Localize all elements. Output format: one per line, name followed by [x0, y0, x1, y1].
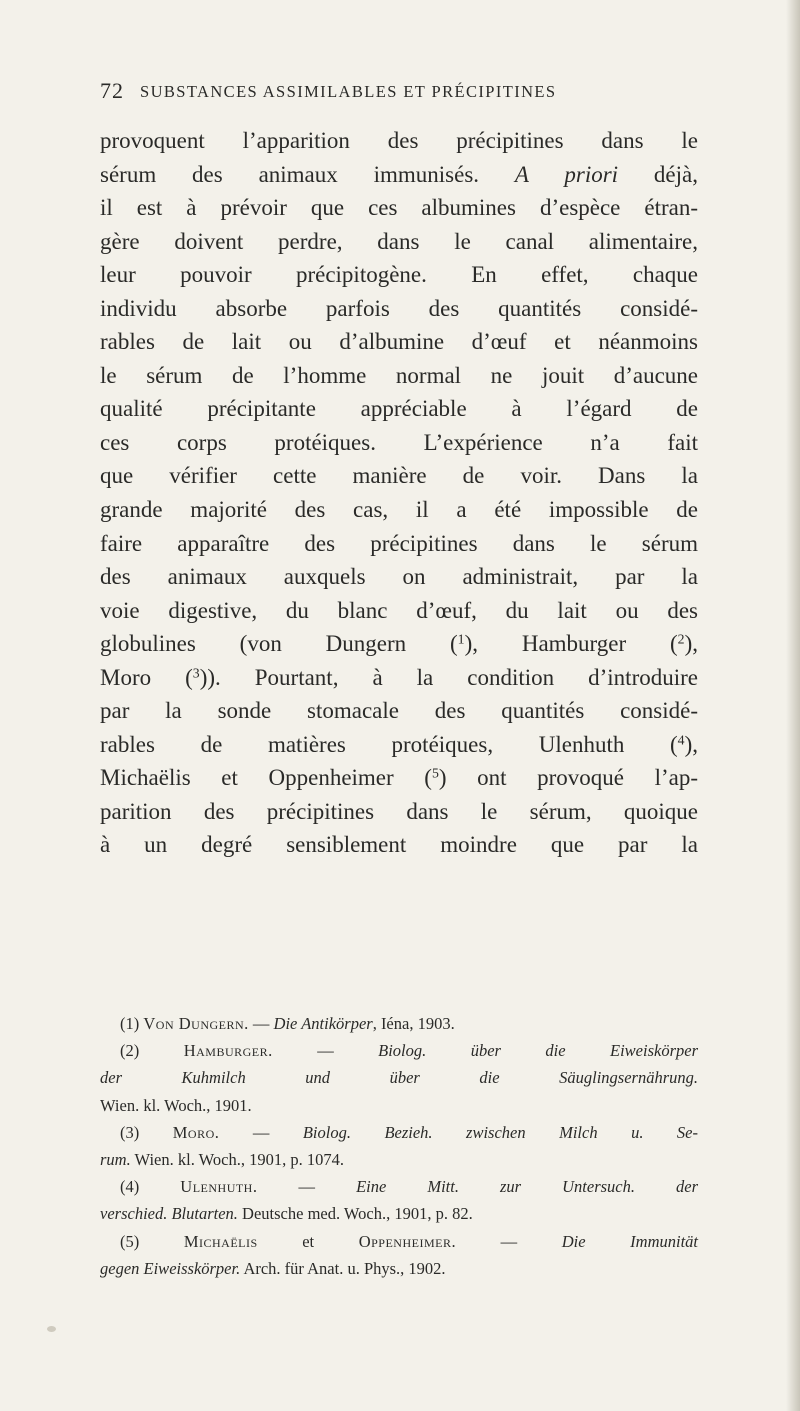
text-line: globulines (von Dungern ($^1$), Hamburger ($^2$), — [100, 631, 698, 657]
text-line: rables de matières protéiques, Ulenhuth ($^4$), — [100, 731, 698, 757]
footnote-2: (2) Hamburger. — Biolog. über die Eiweiskörper — [120, 1041, 698, 1061]
page-edge-shadow — [786, 0, 800, 1411]
text-line: rables de lait ou d’albumine d’œuf et néanmoins — [100, 329, 698, 355]
text-line: provoquent l’apparition des précipitines dans le — [100, 128, 698, 153]
footnote-5: (5) Michaëlis et Oppenheimer. — Die Immunität — [120, 1231, 698, 1251]
footnote-4-cont: verschied. Blutarten. Deutsche med. Woch., 1901, p. 82. — [100, 1204, 473, 1224]
text-line: faire apparaître des précipitines dans le sérum — [100, 530, 698, 556]
body-paragraph — [100, 124, 698, 862]
footnote-2-cont: Wien. kl. Woch., 1901. — [100, 1095, 252, 1115]
text-line: il est à prévoir que ces albumines d’espèce étran- — [100, 195, 698, 221]
text-line: ces corps protéiques. L’expérience n’a fait — [100, 429, 698, 455]
footnote-3-cont: rum. Wien. kl. Woch., 1901, p. 1074. — [100, 1149, 344, 1169]
running-title: SUBSTANCES ASSIMILABLES ET PRÉCIPITINES — [140, 82, 557, 101]
text-line: grande majorité des cas, il a été impossible de — [100, 497, 698, 523]
footnote-ref: 5 — [431, 765, 439, 781]
footnote-ref: 4 — [677, 732, 685, 748]
text-line: Moro ($^3$)). Pourtant, à la condition d’introduire — [100, 664, 698, 690]
footnote-ref: 2 — [677, 631, 685, 647]
text-line: le sérum de l’homme normal ne jouit d’aucune — [100, 362, 698, 388]
footnotes — [100, 1010, 698, 1282]
footnote-4: (4) Ulenhuth. — Eine Mitt. zur Untersuch. der — [120, 1177, 699, 1197]
paper-spot — [47, 1326, 56, 1332]
text-line: individu absorbe parfois des quantités considé- — [100, 295, 698, 321]
footnote-ref: 3 — [192, 665, 200, 681]
text-line: par la sonde stomacale des quantités considé- — [100, 698, 698, 724]
text-line: leur pouvoir précipitogène. En effet, chaque — [100, 262, 698, 288]
text-line: qualité précipitante appréciable à l’égard de — [100, 396, 698, 422]
text-line: Michaëlis et Oppenheimer ($^5$) ont provoqué l’ap- — [100, 765, 698, 791]
text-line: gère doivent perdre, dans le canal alimentaire, — [100, 228, 698, 254]
italic-phrase: A priori — [514, 161, 619, 187]
page-number: 72 — [100, 78, 124, 103]
text-line: des animaux auxquels on administrait, par la — [100, 564, 698, 590]
page-header — [100, 78, 700, 108]
text-line: à un degré sensiblement moindre que par la — [100, 832, 698, 858]
footnote-5-cont: gegen Eiweisskörper. Arch. für Anat. u. Phys., 1902. — [100, 1258, 446, 1278]
footnote-1: (1) Von Dungern. — Die Antikörper, Iéna, 1903. — [120, 1014, 455, 1033]
text-line: que vérifier cette manière de voir. Dans la — [100, 463, 698, 489]
text-line: sérum des animaux immunisés. A priori déjà, — [100, 161, 698, 187]
footnote-ref: 1 — [457, 631, 465, 647]
footnote-2-cont: der Kuhmilch und über die Säuglingsernährung. — [100, 1068, 698, 1088]
footnote-3: (3) Moro. — Biolog. Bezieh. zwischen Milch u. Se- — [120, 1122, 698, 1142]
text-line: parition des précipitines dans le sérum, quoique — [100, 798, 698, 824]
text-line: voie digestive, du blanc d’œuf, du lait ou des — [100, 597, 698, 623]
